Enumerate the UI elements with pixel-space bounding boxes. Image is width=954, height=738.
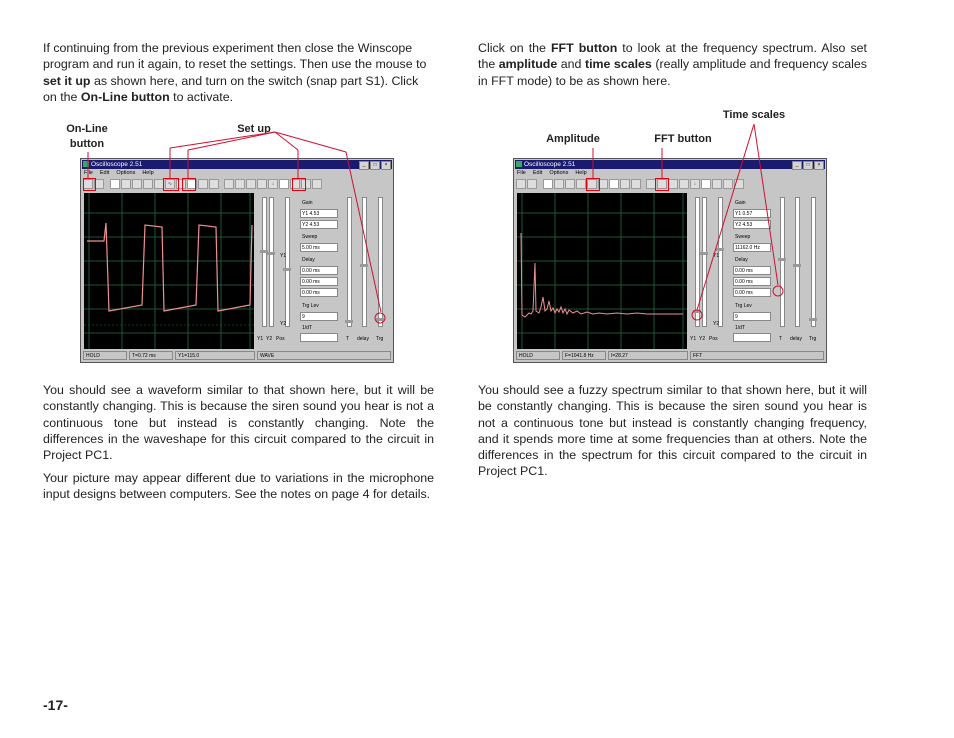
menu-edit[interactable]: Edit [532,170,543,176]
menu-edit[interactable]: Edit [99,170,110,176]
close-icon[interactable]: × [814,161,824,170]
delay-readout: 0.00 ms [300,277,338,286]
trg-bottom-label: Trg [376,336,384,342]
delay-readout: 0.00 ms [733,266,771,275]
menu-options[interactable]: Options [549,170,569,176]
window-title: Oscilloscope 2.51 [524,161,576,168]
arrow-down-icon[interactable]: ↓ [690,179,700,189]
left-body-paragraph-1: You should see a waveform similar to that shown here, but it will be constantly changing. This is because the siren sound you hear is not a continuous tone but instead is constantly changing. Note the differences in the waveshape for this circuit compared to the circuit in Project PC1. [43,383,434,463]
delay-readout: 0.00 ms [300,266,338,275]
y1-gain-readout: Y1 4.53 [300,209,338,218]
close-icon[interactable]: × [381,161,391,170]
text: as shown here, and turn on the switch (snap part S1). Click on the [43,73,419,104]
y2-gain-readout: Y2 4.53 [300,220,338,229]
pos-bottom-label: Pos [276,336,285,342]
sweep-label: Sweep [735,234,751,240]
y1-gain-readout: Y1 0.57 [733,209,771,218]
maximize-icon[interactable]: □ [803,161,813,170]
delay-label: Delay [735,257,748,263]
sweep-label: Sweep [302,234,318,240]
setup-callout: Set up [237,123,271,135]
window-title: Oscilloscope 2.51 [91,161,143,168]
text: If continuing from the previous experiment then close the Winscope program and run it again, to reset the settings. Then use the mouse to [43,41,427,72]
trigger-level-readout: 9 [300,312,338,321]
y1-bottom-label: Y1 [257,336,264,342]
y2-side-label: Y2 [280,321,287,327]
delay-label: Delay [302,257,315,263]
status-hold: HOLD [516,351,560,360]
sweep-readout: 11162.0 Hz [733,243,771,252]
y2-bottom-label: Y2 [266,336,273,342]
dt-label: 1/dT [735,325,746,331]
left-body-paragraph-2: Your picture may appear different due to variations in the microphone input designs between computers. See the notes on page 4 for details. [43,471,434,502]
status-mode: WAVE [257,351,391,360]
t-bottom-label: T [346,336,350,342]
callout-line2: button [69,138,105,150]
minimize-icon[interactable]: _ [792,161,802,170]
text: to activate. [169,89,234,104]
minimize-icon[interactable]: _ [359,161,369,170]
menu-help[interactable]: Help [142,170,154,176]
trigger-level-label: Trg Lev [735,303,752,309]
trg-bottom-label: Trg [809,336,817,342]
status-mode: FFT [690,351,824,360]
y2-side-label: Y2 [713,321,720,327]
bold-online-button: On-Line button [80,89,170,104]
text: to look at the frequency spectrum. Also set the [478,41,867,72]
delay-readout: 0.00 ms [300,288,338,297]
delay-bottom-label: delay [790,336,802,342]
pos-bottom-label: Pos [709,336,718,342]
menu-file[interactable]: File [84,170,93,176]
text: Click on the [478,41,551,55]
y1-side-label: Y1 [713,253,720,259]
delay-readout: 0.00 ms [733,277,771,286]
delay-bottom-label: delay [357,336,369,342]
fft-button-callout: FFT button [654,133,712,145]
right-body-paragraph: You should see a fuzzy spectrum similar to that shown here, but it will be constantly changing. This is because the siren sound you hear is not a continuous tone but instead is constantly changing frequency, and it spends more time at some frequencies than at others. Note the differences in the spectrum for this circuit compared to the circuit in Project PC1. [478,383,867,479]
bold-time-scales: time scales [584,57,652,72]
bold-amplitude: amplitude [498,57,558,72]
menu-help[interactable]: Help [575,170,587,176]
sweep-readout: 5.00 ms [300,243,338,252]
status-value: Y1=115.0 [175,351,255,360]
dt-label: 1/dT [302,325,313,331]
page-number: -17- [43,697,68,713]
menu-file[interactable]: File [517,170,526,176]
amplitude-callout: Amplitude [546,133,600,145]
gain-label: Gain [302,200,313,206]
y2-gain-readout: Y2 4.53 [733,220,771,229]
y1-side-label: Y1 [280,253,287,259]
y1-bottom-label: Y1 [690,336,697,342]
gain-label: Gain [735,200,746,206]
arrow-down-icon[interactable]: ↓ [268,179,278,189]
status-time: T=0.72 ms [129,351,173,360]
text: (really amplitude and frequency scales in FFT mode) to be as shown here. [478,57,867,88]
status-hold: HOLD [83,351,127,360]
delay-readout: 0.00 ms [733,288,771,297]
bold-set-it-up: set it up [43,73,91,88]
time-scales-callout: Time scales [722,109,786,121]
trigger-level-readout: 9 [733,312,771,321]
status-value: I=28.27 [608,351,688,360]
text: and [557,57,585,72]
menu-options[interactable]: Options [116,170,136,176]
trigger-level-label: Trg Lev [302,303,319,309]
callout-line1: On-Line [66,123,108,135]
maximize-icon[interactable]: □ [370,161,380,170]
wave-mode-button[interactable]: ∿ [165,179,175,189]
y2-bottom-label: Y2 [699,336,706,342]
status-frequency: F=1041.8 Hz [562,351,606,360]
bold-fft-button: FFT button [550,41,618,55]
t-bottom-label: T [779,336,783,342]
